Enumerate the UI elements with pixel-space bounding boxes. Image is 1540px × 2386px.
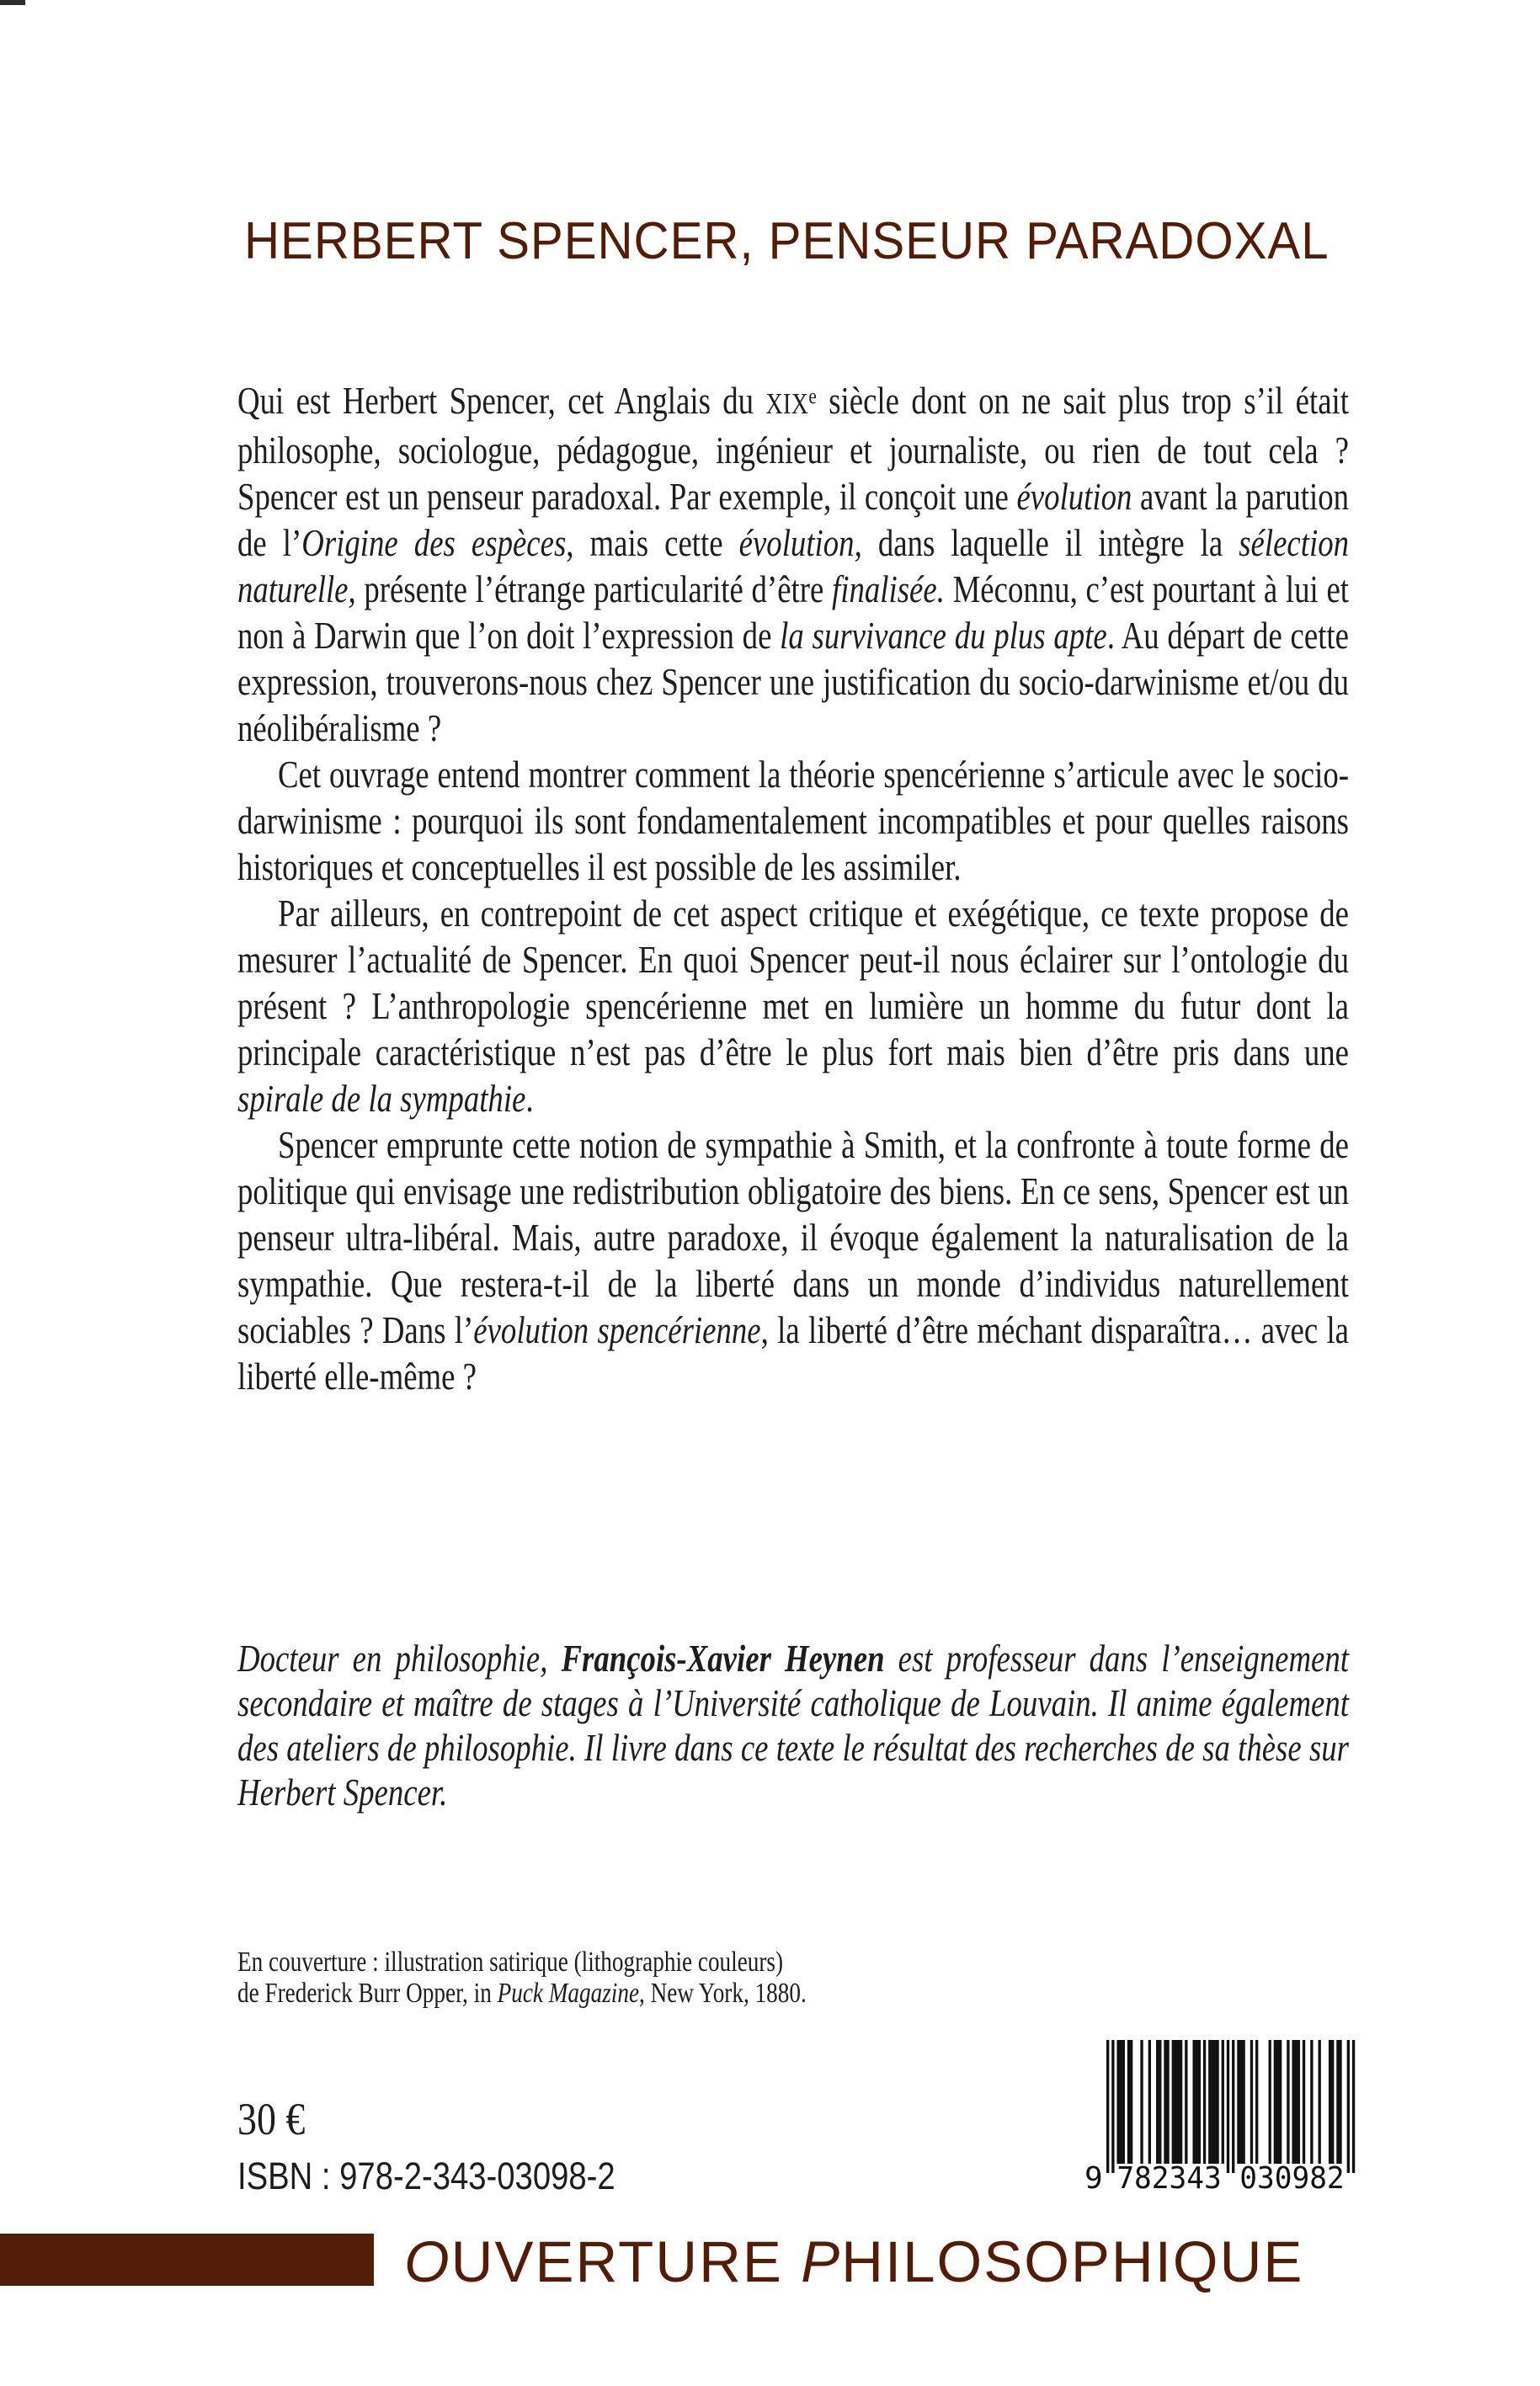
paragraph: Par ailleurs, en contrepoint de cet aspect critique et exégétique, ce texte propose de mesurer l’actualité de Spencer. En quoi Spencer peut-il nous éclairer sur l’ontologie du présent ? L’anthropologie spencérienne met en lumière un homme du futur dont la principale caractéristique n’est pas d’être le plus fort mais bien d’être pris dans une spirale de la sympathie. xyxy=(237,892,1349,1120)
cover-credit xyxy=(237,1947,1349,2009)
paragraph: Spencer emprunte cette notion de sympathie à Smith, et la confronte à toute forme de politique qui envisage une redistribution obligatoire des biens. En ce sens, Spencer est un penseur ultra-libéral. Mais, autre paradoxe, il évoque également la naturalisation de la sympathie. Que restera-t-il de la liberté dans un monde d’individus naturellement sociables ? Dans l’évolution spencérienne, la liberté d’être méchant disparaîtra… avec la liberté elle-même ? xyxy=(237,1123,1350,1398)
back-cover-text xyxy=(237,377,1349,1399)
paragraph: Cet ouvrage entend montrer comment la théorie spencérienne s’articule avec le socio-darwinisme : pourquoi ils sont fondamentalement incompatibles et pour quelles raisons historiques et conceptuelles il est possible de les assimiler. xyxy=(237,753,1349,888)
collection-name: OUVERTURE PHILOSOPHIQUE xyxy=(404,2229,1304,2294)
scan-artifact xyxy=(0,0,25,5)
author-bio: Docteur en philosophie, François-Xavier Heynen est professeur dans l’enseignement secondaire et maître de stages à l’Université catholique de Louvain. Il anime également des ateliers de philosophie. Il livre dans ce texte le résultat des recherches de sa thèse sur Herbert Spencer. xyxy=(237,1637,1349,1813)
paragraph: Qui est Herbert Spencer, cet Anglais du XIXe siècle dont on ne sait plus trop s’il était philosophe, sociologue, pédagogue, ingénieur et journaliste, ou rien de tout cela ? Spencer est un penseur paradoxal. Par exemple, il conçoit une évolution avant la parution de l’Origine des espèces, mais cette évolution, dans laquelle il intègre la sélection naturelle, présente l’étrange particularité d’être finalisée. Méconnu, c’est pourtant à lui et non à Darwin que l’on doit l’expression de la survivance du plus apte. Au départ de cette expression, trouverons-nous chez Spencer une justification du socio-darwinisme et/ou du néolibéralisme ? xyxy=(237,379,1350,749)
price-isbn-block xyxy=(237,2093,882,2197)
collection-color-block xyxy=(0,2234,374,2286)
svg-text:782343: 782343 xyxy=(1116,2161,1222,2191)
book-title: HERBERT SPENCER, PENSEUR PARADOXAL xyxy=(244,212,1330,270)
cover-credit-line-1: En couverture : illustration satirique (lithographie couleurs) xyxy=(237,1947,784,1978)
svg-text:030982: 030982 xyxy=(1239,2161,1345,2191)
isbn: ISBN : 978-2-343-03098-2 xyxy=(237,2154,615,2198)
svg-text:9: 9 xyxy=(1084,2161,1103,2191)
price: 30 € xyxy=(237,2094,306,2144)
ean13-barcode xyxy=(1084,2037,1364,2191)
cover-credit-line-2: de Frederick Burr Opper, in Puck Magazine, New York, 1880. xyxy=(237,1978,807,2009)
